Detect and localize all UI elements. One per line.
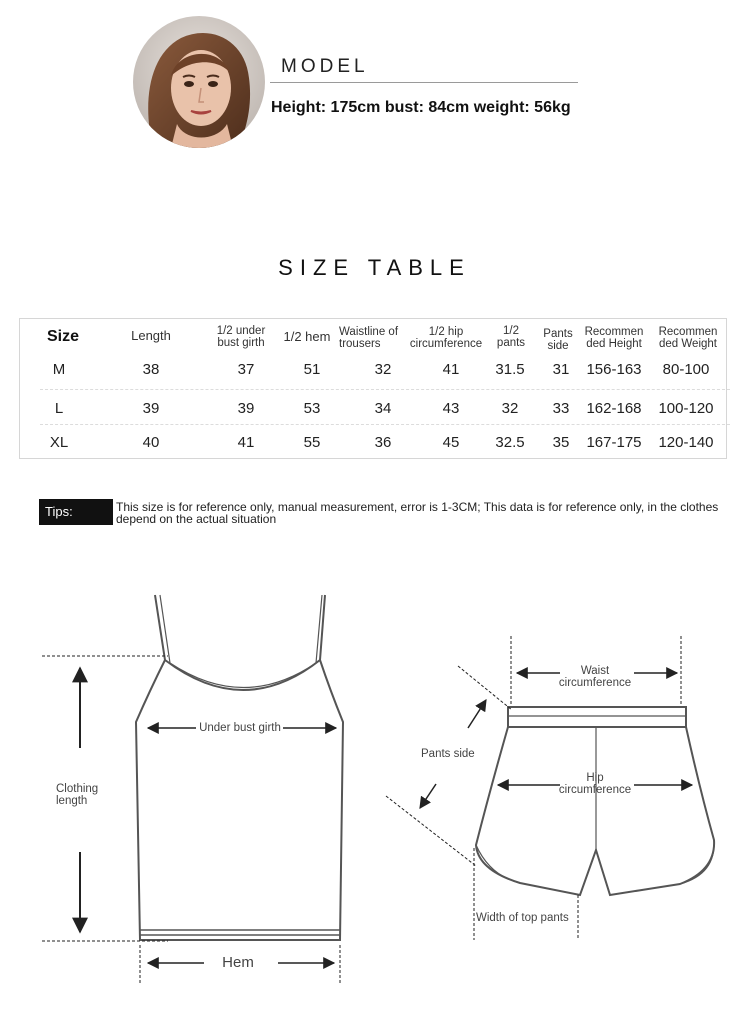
table-cell: 51 — [303, 361, 321, 378]
label-width-of-top-pants: Width of top pants — [476, 912, 569, 924]
header-pants: 1/2 pants — [496, 325, 526, 349]
header-hem: 1/2 hem — [283, 329, 331, 344]
table-cell: 55 — [303, 434, 321, 451]
table-cell: 36 — [374, 434, 392, 451]
table-cell: 32 — [501, 400, 519, 417]
table-cell: 39 — [237, 400, 255, 417]
table-cell: 38 — [142, 361, 160, 378]
tank-top-drawing — [136, 595, 343, 940]
tips-text: This size is for reference only, manual measurement, error is 1-3CM; This data is for reference only, in the clothes depend on the actual situation — [116, 500, 719, 526]
label-pants-side: Pants side — [421, 748, 475, 760]
label-waist-circumference: Waist circumference — [558, 665, 632, 689]
label-hem: Hem — [222, 954, 254, 971]
table-cell: 39 — [142, 400, 160, 417]
table-cell: 32 — [374, 361, 392, 378]
table-cell: 167-175 — [586, 434, 642, 451]
shorts-drawing — [476, 707, 714, 895]
table-cell: 32.5 — [495, 434, 525, 451]
header-pants-side: Pants side — [543, 328, 573, 352]
header-recommended-height: Recommen ded Height — [584, 326, 644, 350]
table-cell: 80-100 — [662, 361, 710, 378]
table-cell: 31.5 — [495, 361, 525, 378]
label-clothing-length: Clothing length — [56, 783, 99, 807]
header-waistline: Waistline of trousers — [339, 326, 399, 350]
table-cell: 156-163 — [586, 361, 642, 378]
table-cell: 33 — [552, 400, 570, 417]
table-cell: M — [52, 361, 66, 378]
label-hip-circumference: Hip circumference — [558, 772, 632, 796]
table-cell: 162-168 — [586, 400, 642, 417]
table-cell: 31 — [552, 361, 570, 378]
table-cell: 53 — [303, 400, 321, 417]
table-cell: 100-120 — [658, 400, 714, 417]
table-cell: 41 — [237, 434, 255, 451]
tips-badge: Tips: — [39, 499, 113, 525]
label-under-bust-girth: Under bust girth — [199, 722, 281, 734]
table-cell: XL — [49, 434, 69, 451]
table-cell: 40 — [142, 434, 160, 451]
pants-side-guides — [386, 666, 512, 866]
table-cell: 35 — [552, 434, 570, 451]
header-hip: 1/2 hip circumference — [409, 326, 483, 350]
width-top-pants-guides — [474, 848, 578, 940]
table-cell: L — [54, 400, 64, 417]
header-size: Size — [46, 328, 79, 345]
header-recommended-weight: Recommen ded Weight — [658, 326, 718, 350]
table-cell: 45 — [442, 434, 460, 451]
size-table-title: SIZE TABLE — [278, 255, 471, 280]
header-length: Length — [131, 328, 171, 343]
table-cell: 37 — [237, 361, 255, 378]
header-under-bust: 1/2 under bust girth — [216, 325, 266, 349]
table-cell: 34 — [374, 400, 392, 417]
table-cell: 43 — [442, 400, 460, 417]
model-title: MODEL — [281, 56, 369, 77]
table-cell: 41 — [442, 361, 460, 378]
table-cell: 120-140 — [658, 434, 714, 451]
model-stats: Height: 175cm bust: 84cm weight: 56kg — [271, 99, 571, 116]
